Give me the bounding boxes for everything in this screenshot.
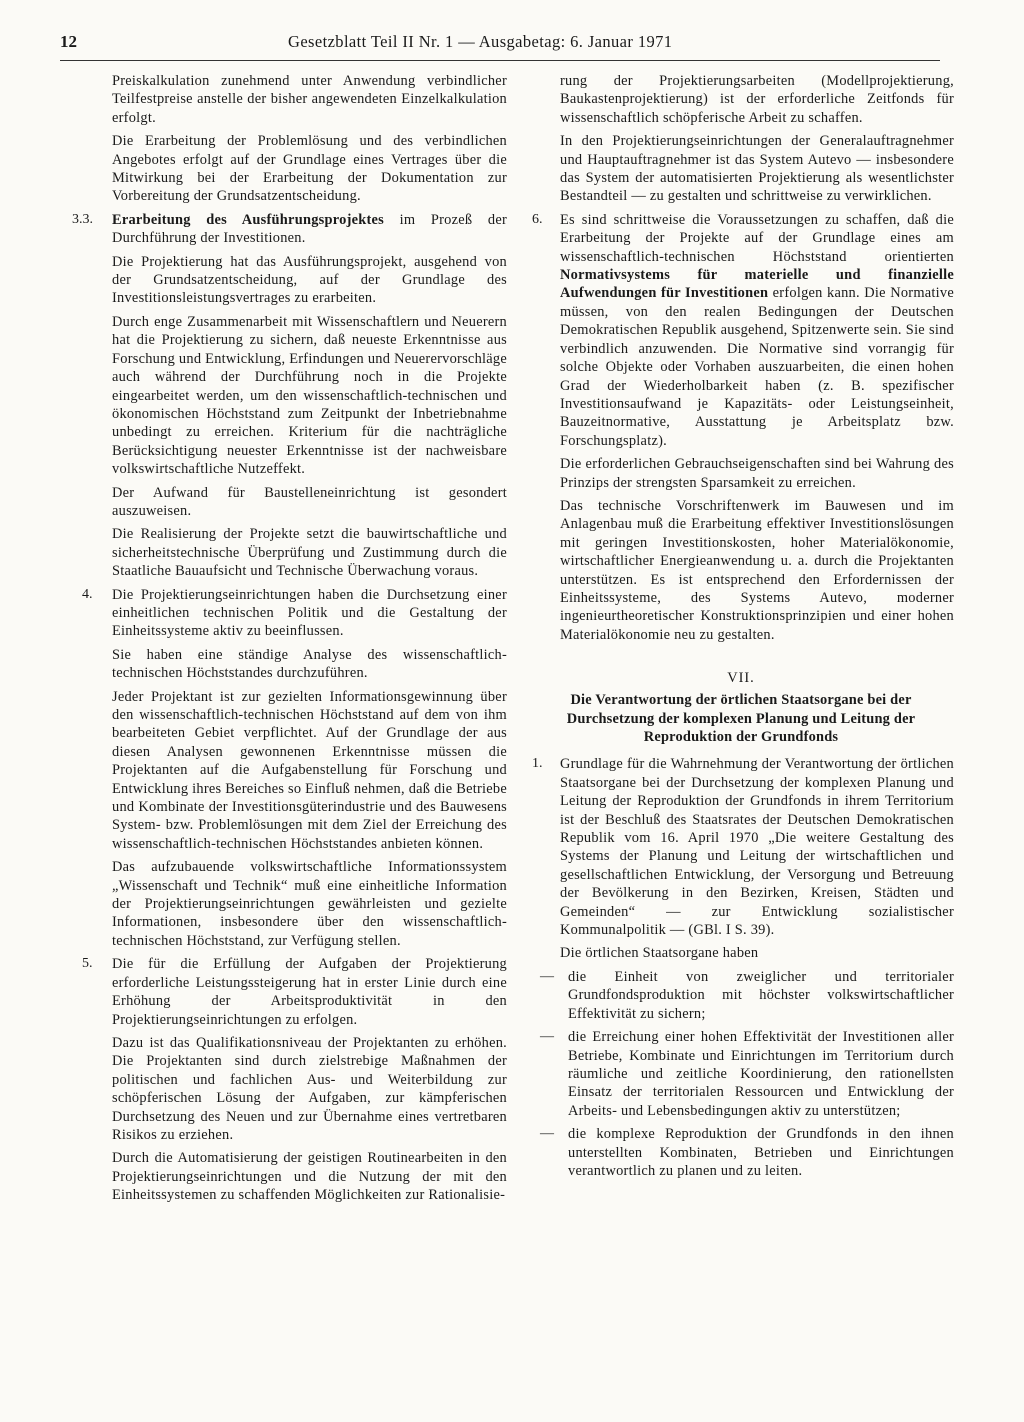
section-4: 4. Die Projektierungseinrichtungen haben die Durchsetzung einer einheitlichen technischen Politik und die Gestaltung der Einheitssysteme aktiv zu beeinflussen. [82,586,507,640]
paragraph: rung der Projektierungsarbeiten (Modellprojektierung, Baukastenprojektierung) ist der erforderliche Zeitfonds für wissenschaftlich schöpferische Arbeit zu schaffen. [560,73,954,126]
section-number: 5. [82,956,93,972]
section-heading-inline: Erarbeitung des Ausführungsprojektes [112,211,385,228]
section-number: 4. [82,586,93,602]
paragraph: Die Erarbeitung der Problemlösung und des verbindlichen Angebotes erfolgt auf der Grundlage eines Vertrages über die Mitwirkung bei der Erarbeitung der Dokumentation zur Vorbereitung der Grundsatzentscheidung. [112,133,507,205]
chapter-number: VII. [727,670,755,687]
page-number: 12 [60,32,77,51]
dash-bullet: — [540,1126,554,1142]
section-text: Erarbeitung des Ausführungsprojektes im Prozeß der Durchführung der Investitionen. [112,211,507,247]
paragraph: Jeder Projektant ist zur gezielten Informationsgewinnung über den wissenschaftlich-technischen Höchststand auf dem von ihm bearbeiteten Gebiet verpflichtet. Auf der Grundlage der aus diesen Analysen gewonnenen Erkenntnisse müssen die Projektanten auf die Aufgabenstellung für Forschung und Entwicklung ihres Bereiches so Einfluß nehmen, daß die Betriebe und Kombinate der Investitionsgüterindustrie und des Bauwesens System- bzw. Problemlösungen mit dem Ziel der Erreichung des wissenschaftlich-technischen Höchststandes anbieten können. [112,688,507,852]
emphasis-bold: Normativsystems für materielle und finanzielle Aufwendungen für Investitionen [560,267,954,302]
paragraph: Die örtlichen Staatsorgane haben [560,945,759,962]
paragraph: Dazu ist das Qualifikationsniveau der Projektanten zu erhöhen. Die Projektanten sind durch zielstrebige Maßnahmen der politischen und fachlichen Aus- und Weiterbildung zur schöpferischen Lösung der Aufgaben, zur kämpferischen Durchsetzung des Neuen und zur Übernahme eines vertretbaren Risikos zu erziehen. [112,1034,507,1143]
paragraph: Der Aufwand für Baustelleneinrichtung ist gesondert auszuweisen. [112,484,507,519]
section-number: 3.3. [72,211,93,227]
running-head: Gesetzblatt Teil II Nr. 1 — Ausgabetag: 6. Januar 1971 [288,32,673,51]
paragraph: Durch die Automatisierung der geistigen Routinearbeiten in den Projektierungseinrichtungen und die Nutzung der mit den Einheitssystemen zu schaffenden Möglichkeiten zur Rationalisie- [112,1150,507,1204]
page-header [60,32,940,61]
paragraph: Die erforderlichen Gebrauchseigenschaften sind bei Wahrung des Prinzips der strengsten Sparsamkeit zu erreichen. [560,456,954,491]
section-number: 1. [532,756,543,772]
paragraph: Die Realisierung der Projekte setzt die bauwirtschaftliche und sicherheitstechnische Überprüfung und Zustimmung durch die Staatliche Bauaufsicht und Technische Überwachung voraus. [112,526,507,580]
paragraph: Die Projektierung hat das Ausführungsprojekt, ausgehend von der Grundsatzentscheidung, auf der Grundlage des Investitionsleistungsvertrages zu erarbeiten. [112,253,507,307]
dash-item: — die Einheit von zweiglicher und territorialer Grundfondsproduktion mit höchster volkswirtschaftlicher Effektivität zu sichern; [540,968,954,1022]
section-3-3 [72,211,507,248]
paragraph: Preiskalkulation zunehmend unter Anwendung verbindlicher Teilfestpreise anstelle der bisher angewendeten Einzelkalkulation erfolgt. [112,73,507,126]
left-column [72,72,507,1210]
dash-item: — die komplexe Reproduktion der Grundfonds in den ihnen unterstellten Kombinaten, Betrieben und Einrichtungen verantwortlich zu planen und zu leiten. [540,1126,954,1179]
section-6 [528,211,954,450]
paragraph: In den Projektierungseinrichtungen der Generalauftragnehmer und Hauptauftragnehmer ist das System Autevo — insbesondere das System der automatisierten Projektierung als wesentlichster Bestandteil — zu gestalten und schrittweise zu verwirklichen. [560,133,954,205]
paragraph: Das aufzubauende volkswirtschaftliche Informationssystem „Wissenschaft und Technik“ muß eine einheitliche Information der Projektierungseinrichtungen gewährleisten und gezielte Informationen, insbesondere über den wissenschaftlich-technischen Höchststand, zur Verfügung stellen. [112,859,507,949]
right-column [528,72,954,1185]
section-5: 5. Die für die Erfüllung der Aufgaben der Projektierung erforderliche Leistungssteigerung hat in erster Linie durch eine Erhöhung der Arbeitsproduktivität in den Projektierungseinrichtungen zu erfolgen. [82,956,507,1028]
section-number: 6. [532,211,543,227]
section-text: Es sind schrittweise die Voraussetzungen zu schaffen, daß die Erarbeitung der Projekte auf der Grundlage eines am wissenschaftlich-technischen Höchststand orientierten Normativsystems für materielle und finanzielle Aufwendungen für Investitionen erfolgen kann. Die Normative müssen, von den realen Bedingungen der Deutschen Demokratischen Republik ausgehend, Spitzenwerte sein. Sie sind verbindlich anzuwenden. Die Normative sind vorrangig für solche Objekte oder Vorhaben auszuarbeiten, die einen hohen Grad der Wiederholbarkeit haben (z. B. spezifischer Investitionsaufwand je Kapazitäts- oder Leistungseinheit, Bauzeitnormative, Ausstattung je Arbeitsplatz bzw. Forschungsplatz). [560,211,954,449]
section-1: 1. Grundlage für die Wahrnehmung der Verantwortung der örtlichen Staatsorgane bei der Durchsetzung der komplexen Planung und Leitung der Reproduktion der Grundfonds in ihrem Territorium ist der Beschluß des Staatsrates der Deutschen Demokratischen Republik vom 16. April 1970 „Die weitere Gestaltung des Systems der Planung und Leitung der wirtschaftlichen und gesellschaftlichen Entwicklung, der Versorgung und Betreuung der Bevölkerung in den Bezirken, Kreisen, Städten und Gemeinden“ — zur Entwicklung sozialistischer Kommunalpolitik — (GBl. I S. 39). [532,756,954,939]
paragraph: Sie haben eine ständige Analyse des wissenschaftlich-technischen Höchststandes durchzuführen. [112,646,507,682]
dash-item: — die Erreichung einer hohen Effektivität der Investitionen aller Betriebe, Kombinate und Einrichtungen im Territorium durch räumliche und zeitliche Koordinierung, den rationellsten Einsatz der territorialen Ressourcen und Entwicklung der Arbeits- und Lebensbedingungen aktiv zu unterstützen; [540,1029,954,1119]
paragraph: Durch enge Zusammenarbeit mit Wissenschaftlern und Neuerern hat die Projektierung zu sichern, daß neueste Erkenntnisse aus Forschung und Entwicklung, Erfindungen und Neuerervorschläge auch während der Durchführung noch in die Projekte eingearbeitet werden, um den wissenschaftlich-technischen und ökonomischen Höchststand zum Zeitpunkt der Inbetriebnahme unbedingt zu erreichen. Kriterium für die nachträgliche Berücksichtigung neuester Erkenntnisse ist der nachweisbare volkswirtschaftliche Nutzeffekt. [112,313,507,478]
section-heading: Die Verantwortung der örtlichen Staatsorgane bei der Durchsetzung der komplexen Planung und Leitung der Reproduktion der Grundfonds [566,692,916,745]
dash-bullet: — [540,968,554,984]
paragraph: Das technische Vorschriftenwerk im Bauwesen und im Anlagenbau muß die Erarbeitung effektiver Investitionslösungen mit geringen Investitionskosten, hoher Materialökonomie, wirtschaftlicher Energieanwendung u. a. durch die Projektanten unterstützen. Es ist entsprechend den Erfordernissen der Einheitssysteme, des Systems Autevo, moderner ingenieurtheoretischer Konstruktionsprinzipien und einer hohen Materialökonomie neu zu gestalten. [560,497,954,643]
dash-bullet: — [540,1029,554,1045]
